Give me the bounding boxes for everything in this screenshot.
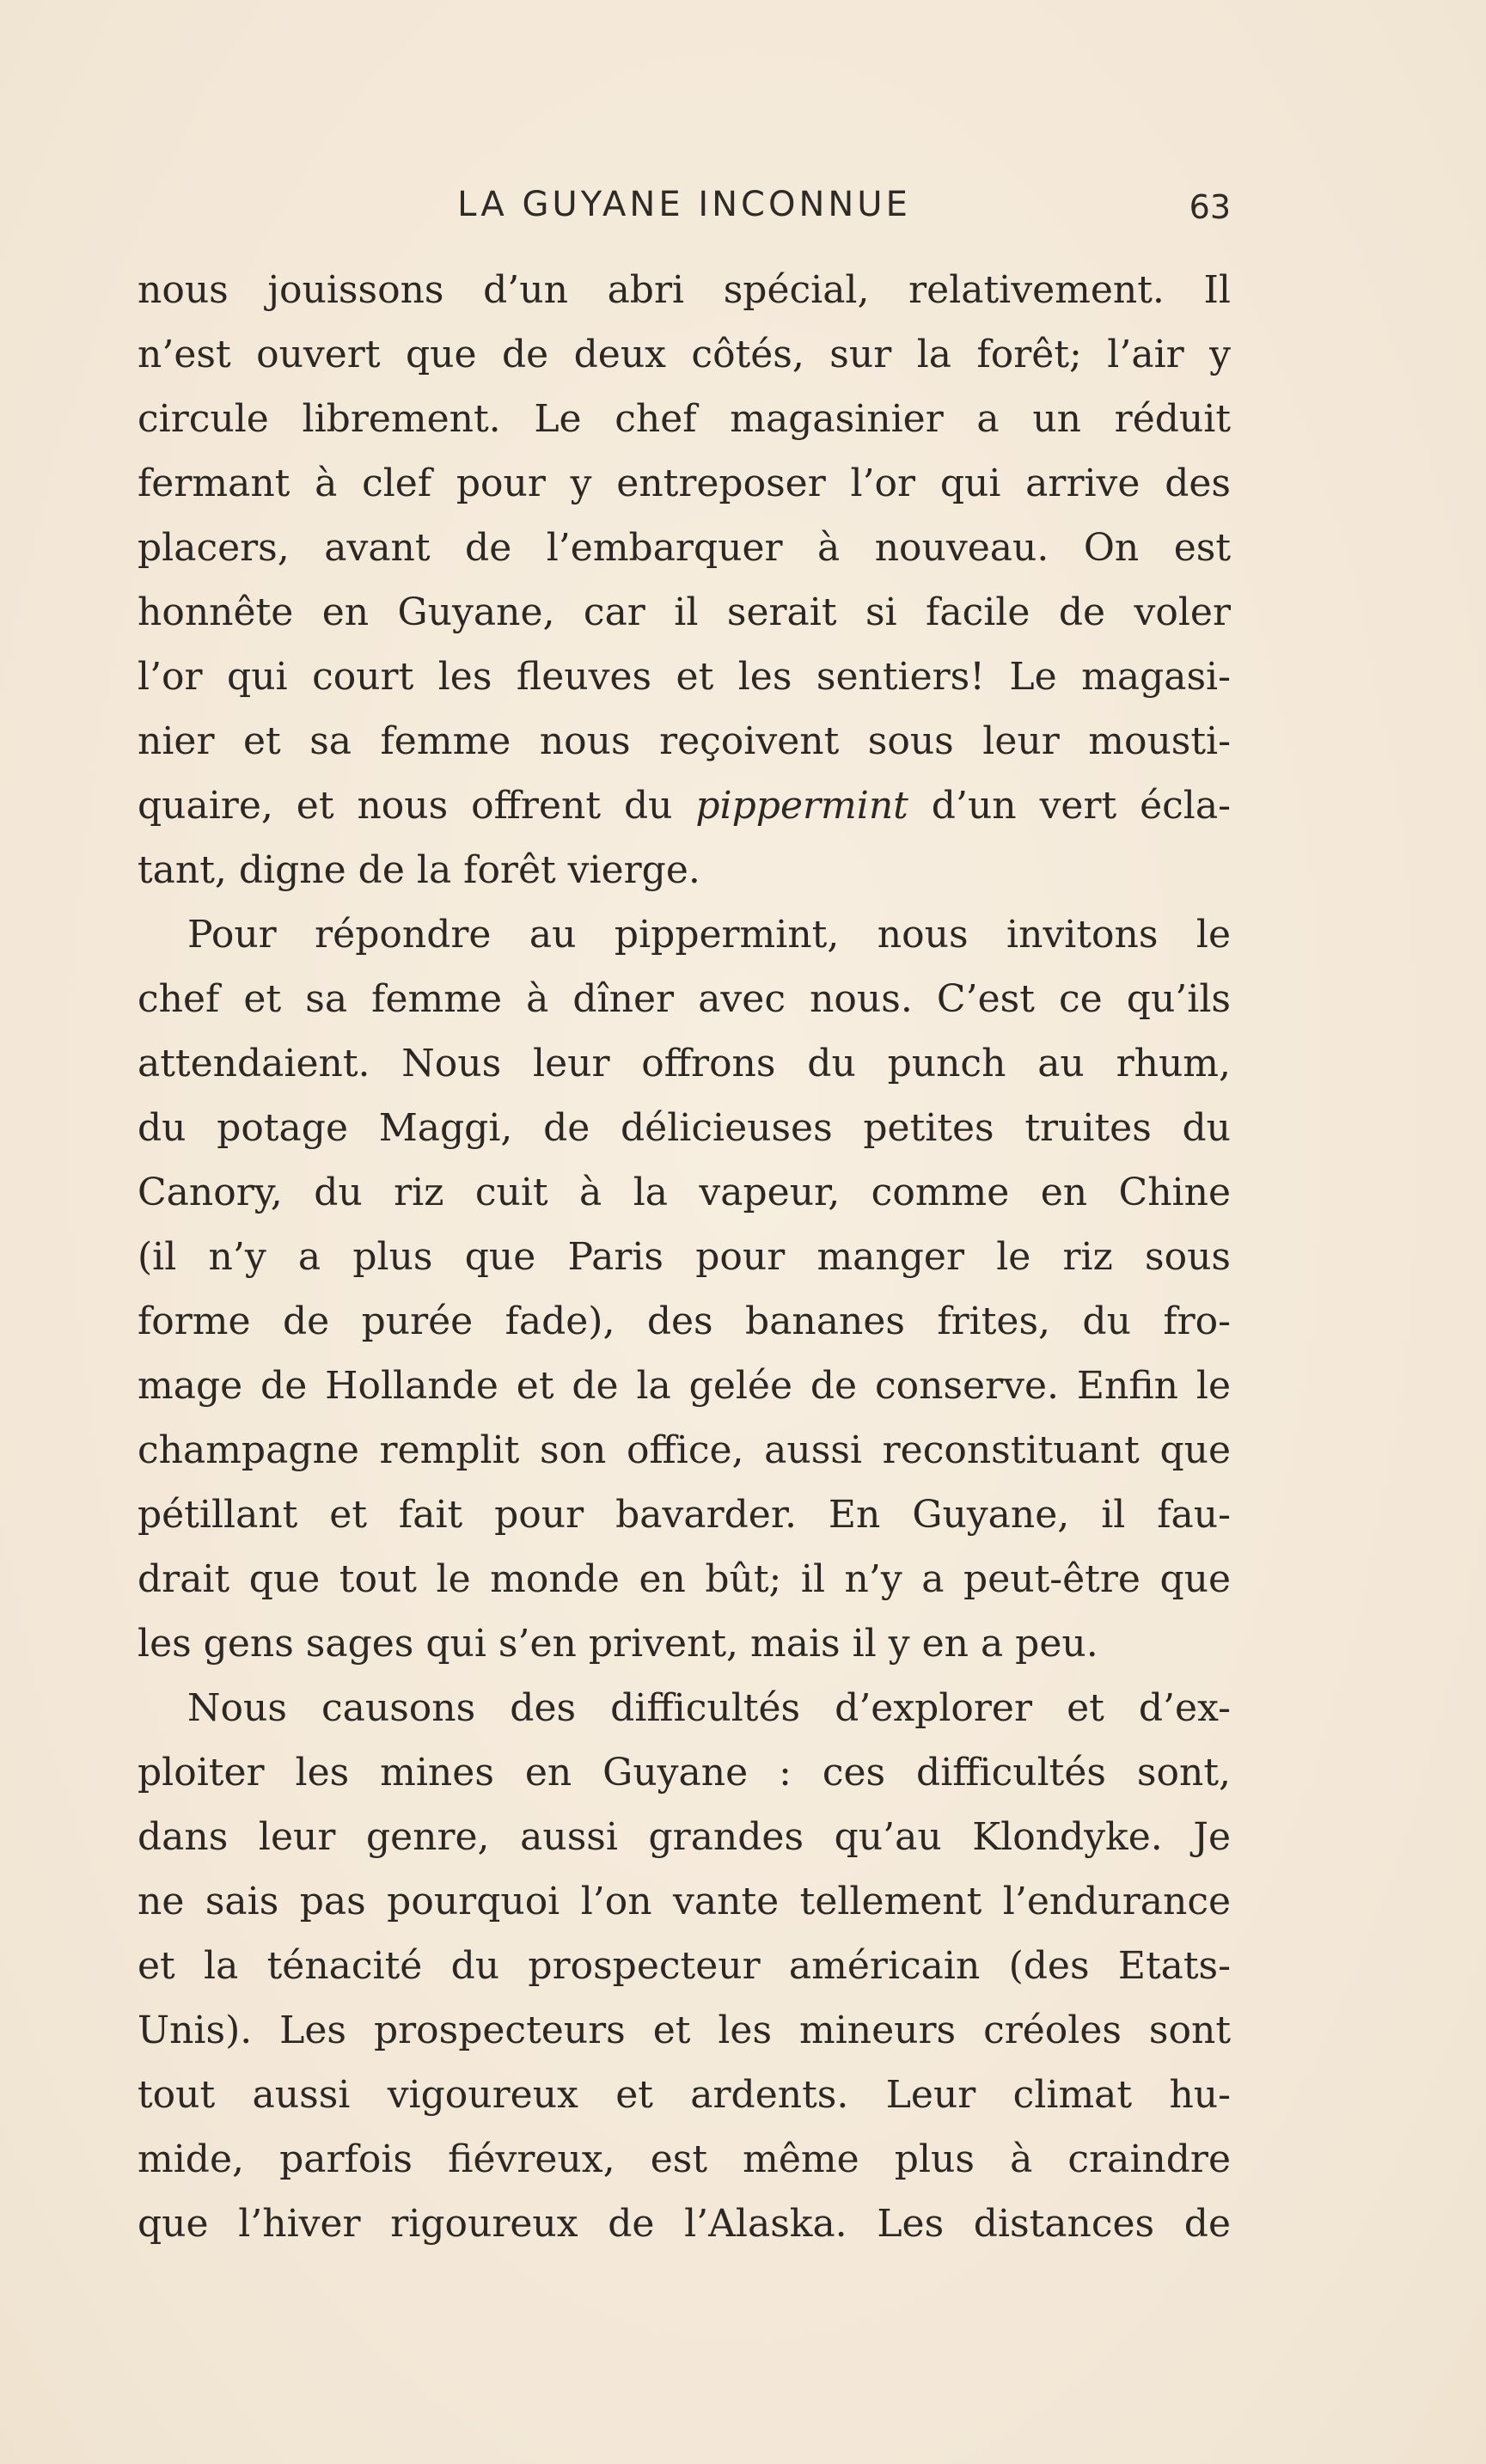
text-line: Canory, du riz cuit à la vapeur, comme en Chine — [138, 1171, 1231, 1214]
text-line: Pour répondre au pippermint, nous invitons le — [187, 913, 1231, 957]
text-line: placers, avant de l’embarquer à nouveau. On est — [138, 526, 1231, 570]
text-segment: d’un vert écla- — [908, 784, 1231, 828]
text-line: Unis). Les prospecteurs et les mineurs créoles sont — [138, 2008, 1231, 2052]
text-line: chef et sa femme à dîner avec nous. C’est ce qu’ils — [138, 977, 1231, 1021]
text-line: du potage Maggi, de délicieuses petites truites du — [138, 1106, 1231, 1150]
text-line: tant, digne de la forêt vierge. — [138, 848, 700, 892]
text-segment: quaire, et nous offrent du — [138, 784, 696, 828]
running-title: LA GUYANE INCONNUE — [457, 185, 911, 224]
text-line: nier et sa femme nous reçoivent sous leur mousti- — [138, 719, 1231, 763]
text-line: attendaient. Nous leur offrons du punch au rhum, — [138, 1042, 1231, 1085]
page-header — [138, 176, 1231, 236]
text-line: circule librement. Le chef magasinier a un réduit — [138, 397, 1231, 441]
paragraph-2 — [138, 902, 1231, 1676]
text-line: et la ténacité du prospecteur américain (des Etats- — [138, 1944, 1231, 1988]
text-line — [138, 773, 1231, 838]
italic-word: pippermint — [695, 784, 908, 828]
page-number: 63 — [1189, 188, 1231, 226]
text-line: mide, parfois fiévreux, est même plus à craindre — [138, 2137, 1231, 2181]
text-line: honnête en Guyane, car il serait si facile de voler — [138, 590, 1231, 634]
text-line: l’or qui court les fleuves et les sentiers! Le magasi- — [138, 655, 1231, 699]
paragraph-1 — [138, 258, 1231, 902]
text-line: forme de purée fade), des bananes frites, du fro- — [138, 1299, 1231, 1343]
text-line: Nous causons des difficultés d’explorer et d’ex- — [187, 1686, 1231, 1730]
text-line: tout aussi vigoureux et ardents. Leur climat hu- — [138, 2073, 1231, 2117]
text-line: ne sais pas pourquoi l’on vante tellement l’endurance — [138, 1880, 1231, 1923]
text-line: les gens sages qui s’en privent, mais il y en a peu. — [138, 1622, 1098, 1666]
paragraph-3 — [138, 1676, 1231, 2256]
text-line: dans leur genre, aussi grandes qu’au Klondyke. Je — [138, 1815, 1231, 1859]
text-line: (il n’y a plus que Paris pour manger le riz sous — [138, 1235, 1231, 1279]
body-text — [138, 258, 1231, 2256]
text-line: mage de Hollande et de la gelée de conserve. Enfin le — [138, 1364, 1231, 1408]
text-line: ploiter les mines en Guyane : ces difficultés sont, — [138, 1751, 1231, 1795]
text-line: pétillant et fait pour bavarder. En Guyane, il fau- — [138, 1493, 1231, 1537]
text-line: champagne remplit son office, aussi reconstituant que — [138, 1428, 1231, 1472]
text-line: nous jouissons d’un abri spécial, relativement. Il — [138, 268, 1231, 312]
text-line: fermant à clef pour y entreposer l’or qui arrive des — [138, 462, 1231, 505]
text-line: drait que tout le monde en bût; il n’y a peut-être que — [138, 1557, 1231, 1601]
text-line: que l’hiver rigoureux de l’Alaska. Les distances de — [138, 2202, 1231, 2246]
text-line: n’est ouvert que de deux côtés, sur la forêt; l’air y — [138, 333, 1231, 376]
